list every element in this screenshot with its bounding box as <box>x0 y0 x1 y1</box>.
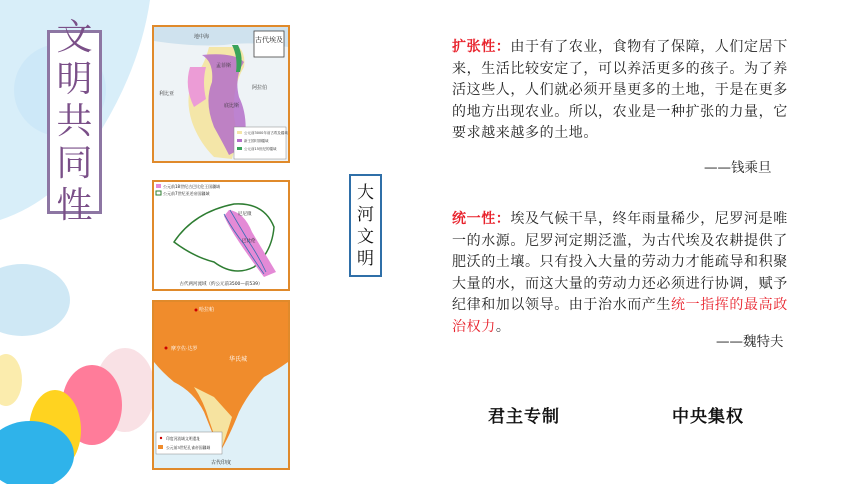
unity-text: 埃及气候干旱，终年雨量稀少，尼罗河是唯一的水源。尼罗河定期泛滥，为古代埃及农耕提供了肥沃的土壤。只有投入大量的劳动力才能疏导和积聚大量的水，而这大量的劳动力还必须进行协调，赋予纪律和加以领导。由于治水而产生 <box>452 211 788 314</box>
egypt-map <box>152 25 290 163</box>
map-legend: 公元前18世纪古巴比伦王国疆域 <box>163 184 221 189</box>
title-char: 共 <box>56 101 93 142</box>
map-legend: 公元前3世纪孔雀帝国疆域 <box>166 445 211 450</box>
expansion-keyword: 扩张性： <box>452 39 511 55</box>
river-civilization-box <box>349 174 382 277</box>
title-char: 同 <box>56 143 93 184</box>
map-label: 利比亚 <box>159 91 175 97</box>
map-legend: 印度河流域文明遗址 <box>166 436 201 441</box>
center-char: 河 <box>357 204 374 225</box>
map-label: 孟菲斯 <box>216 63 232 69</box>
unity-highlight: 统一指挥的最高政治权力 <box>452 297 788 335</box>
map-legend: 公元前15世纪的疆域 <box>244 147 277 151</box>
map-label: 尼尼微 <box>238 212 252 217</box>
expansion-paragraph <box>452 37 797 145</box>
map-legend: 新王国时期疆域 <box>244 139 269 143</box>
term-centralization: 中央集权 <box>672 407 744 427</box>
map-label: 摩亨佐·达罗 <box>171 346 198 352</box>
map-label: 地中海 <box>194 34 210 40</box>
map-label: 阿拉伯 <box>252 85 268 91</box>
unity-keyword: 统一性： <box>452 211 511 227</box>
expansion-attribution: ——钱乘旦 <box>704 160 772 176</box>
title-char: 明 <box>56 59 93 100</box>
unity-paragraph <box>452 209 797 339</box>
map-label: 巴比伦 <box>242 239 256 244</box>
unity-text-end: 。 <box>495 318 511 335</box>
vertical-title-box <box>47 17 102 226</box>
unity-attribution: ——魏特夫 <box>716 334 784 350</box>
map-legend: 公元前7世纪亚述帝国疆域 <box>163 191 210 196</box>
center-char: 明 <box>357 248 374 269</box>
mesopotamia-map <box>152 180 290 291</box>
title-char: 文 <box>56 17 93 58</box>
term-absolute-monarchy: 君主专制 <box>488 407 560 427</box>
expansion-text: 由于有了农业，食物有了保障，人们定居下来，生活比较安定了，可以养活更多的孩子。为了养活这些人，人们就必须开垦更多的土地，于是在更多的地方出现农业。所以，农业是一种扩张的力量，它要求越来越多的土地。 <box>452 39 788 142</box>
center-char: 文 <box>357 226 374 247</box>
india-map <box>152 300 290 470</box>
map-legend: 公元前3000年前古埃及疆域 <box>244 131 288 135</box>
map-title: 古代埃及 <box>255 36 283 44</box>
map-label: 华氏城 <box>229 356 248 363</box>
map-caption: 古代印度 <box>210 460 232 466</box>
title-char: 性 <box>56 185 93 226</box>
map-label: 哈拉帕 <box>199 307 215 313</box>
center-char: 大 <box>357 182 374 203</box>
map-caption: 古代两河流域（约公元前3500—前539） <box>179 282 263 287</box>
map-label: 底比斯 <box>224 103 240 109</box>
